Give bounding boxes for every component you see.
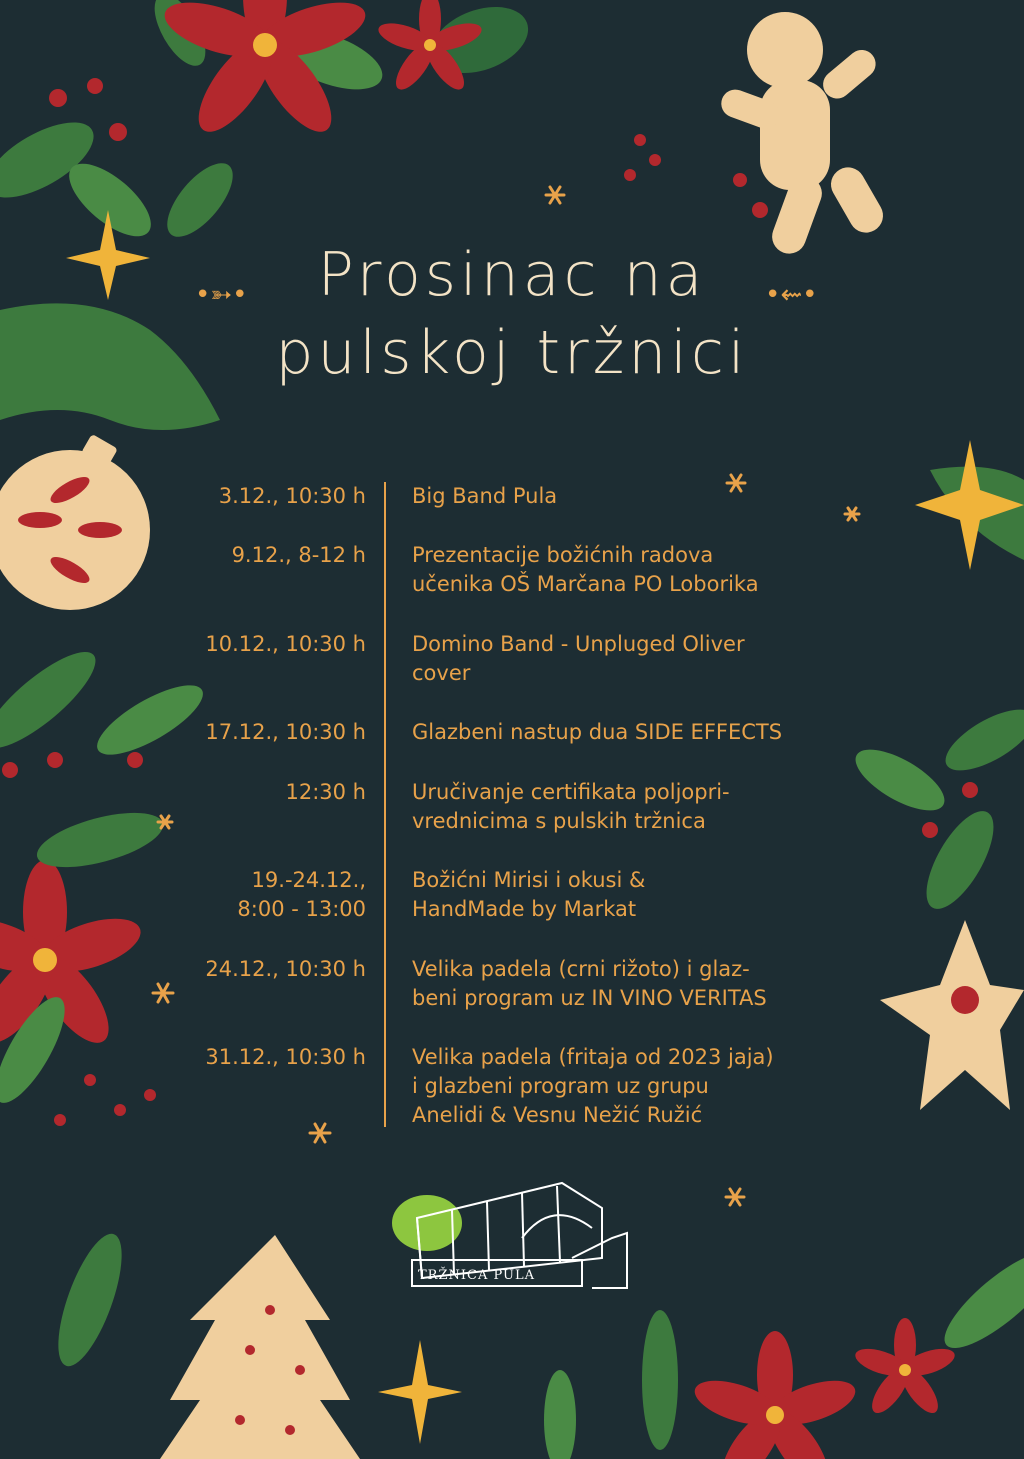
arrow-left-icon: •⇜• <box>765 280 818 310</box>
event-date: 19.-24.12., 8:00 - 13:00 <box>237 868 366 921</box>
title-line-2: pulskoj tržnici <box>275 318 749 388</box>
event-description: Velika padela (fritaja od 2023 jaja) i glazbeni program uz grupu Anelidi & Vesnu Nežić Ružić <box>412 1045 774 1127</box>
ornament-bauble-icon <box>0 434 150 610</box>
event-date: 12:30 h <box>285 780 366 804</box>
event-date: 10.12., 10:30 h <box>205 632 366 656</box>
market-logo-text: TRŽNICA PULA <box>418 1268 535 1283</box>
arrow-right-icon: •➳• <box>195 280 248 310</box>
event-description: Glazbeni nastup dua SIDE EFFECTS <box>412 720 783 744</box>
poinsettia-icon <box>690 1331 861 1459</box>
event-description: Božićni Mirisi i okusi & HandMade by Markat <box>412 868 646 921</box>
event-date: 17.12., 10:30 h <box>205 720 366 744</box>
schedule-divider <box>384 482 386 1127</box>
event-description: Domino Band - Unpluged Oliver cover <box>412 632 745 685</box>
event-date: 9.12., 8-12 h <box>231 543 366 567</box>
gingerbread-man-icon <box>717 12 889 258</box>
event-description: Prezentacije božićnih radova učenika OŠ Marčana PO Loborika <box>412 543 759 596</box>
event-description: Uručivanje certifikata poljopri- vrednicima s pulskih tržnica <box>412 780 730 833</box>
poinsettia-icon <box>0 860 147 1054</box>
poster-title <box>0 236 1024 392</box>
event-date: 24.12., 10:30 h <box>205 957 366 981</box>
star-cookie-icon <box>880 920 1024 1110</box>
tree-cookie-icon <box>160 1235 360 1459</box>
event-description: Velika padela (crni rižoto) i glaz- beni program uz IN VINO VERITAS <box>412 957 767 1010</box>
title-line-1: Prosinac na <box>317 240 707 310</box>
leaf-branch-icon <box>847 698 1024 919</box>
poinsettia-icon <box>852 1318 958 1419</box>
event-date: 3.12., 10:30 h <box>218 484 366 508</box>
event-description: Big Band Pula <box>412 484 558 508</box>
event-date: 31.12., 10:30 h <box>205 1045 366 1069</box>
